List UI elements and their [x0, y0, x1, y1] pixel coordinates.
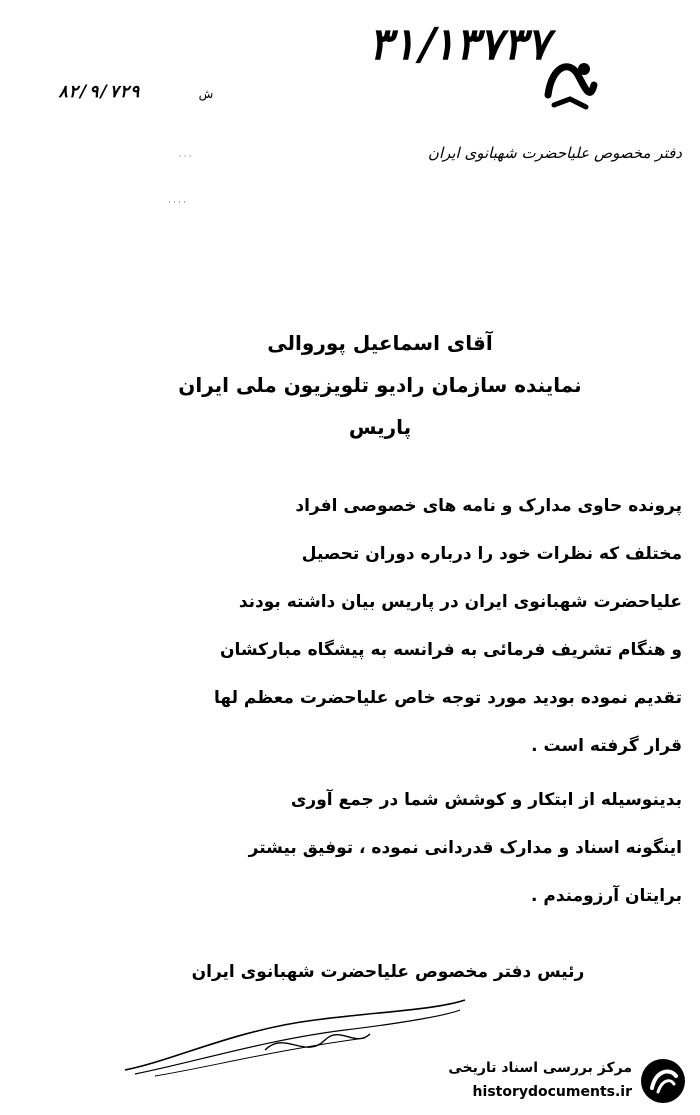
body-line: برایتان آرزومندم . [530, 886, 682, 906]
addressee-title: نماینده سازمان رادیو تلویزیون ملی ایران [178, 373, 582, 397]
reference-number: ۸۲/۹/۷۲۹ [58, 82, 140, 102]
addressee-block [100, 322, 660, 448]
watermark-title: مرکز بررسی اسناد تاریخی [448, 1060, 632, 1076]
marginal-mark: · · · [178, 152, 192, 161]
archive-watermark [430, 1052, 692, 1110]
addressee-name: آقای اسماعیل پوروالی [267, 331, 493, 355]
archive-number: ۳۱/۱۳۷۳۷ [366, 19, 560, 70]
body-line: مختلف که نظرات خود را درباره دوران تحصیل [301, 544, 682, 564]
body-line: تقدیم نموده بودید مورد توجه خاص علیاحضرت معظم لها [213, 688, 682, 708]
watermark-url: historydocuments.ir [472, 1084, 632, 1100]
body-line: علیاحضرت شهبانوی ایران در پاریس بیان داشته بودند [238, 592, 682, 612]
ink-stamp-mark [540, 55, 600, 115]
addressee-city: پاریس [348, 415, 412, 439]
signatory-title: رئیس دفتر مخصوص علیاحضرت شهبانوی ایران [191, 962, 585, 982]
body-line: اینگونه اسناد و مدارک قدردانی نموده ، توفیق بیشتر [248, 838, 682, 858]
body-line: و هنگام تشریف فرمائی به فرانسه به پیشگاه مبارکشان [219, 640, 682, 660]
body-line: قرار گرفته است . [531, 736, 682, 756]
body-paragraph-2 [92, 776, 682, 920]
archive-logo-icon [638, 1056, 688, 1106]
body-line: پرونده حاوی مدارک و نامه های خصوصی افراد [295, 496, 682, 516]
body-line: بدینوسیله از ابتکار و کوشش شما در جمع آوری [290, 790, 682, 810]
reference-label: ش [198, 87, 214, 101]
letterhead: دفتر مخصوص علیاحضرت شهبانوی ایران [427, 144, 682, 162]
marginal-mark: · · · · [168, 198, 186, 207]
signature-scribble [115, 990, 475, 1080]
body-paragraph-1 [92, 482, 682, 770]
